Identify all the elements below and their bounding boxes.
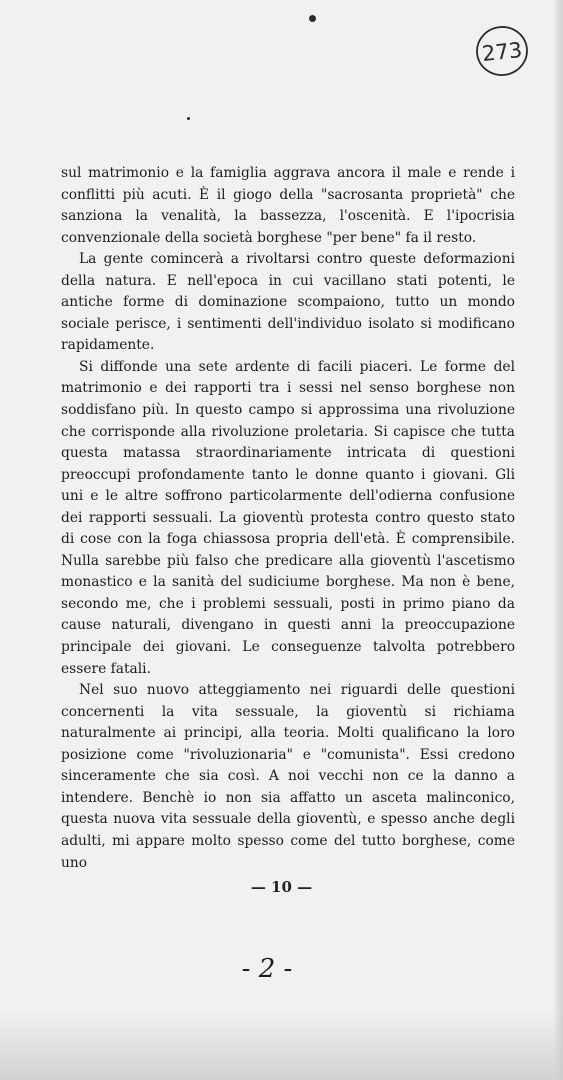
handwritten-number-text: - 2 - <box>241 954 293 984</box>
body-text <box>61 163 515 874</box>
paragraph-3: Si diffonde una sete ardente di facili piaceri. Le forme del matrimonio e dei rapporti tra i sessi nel senso borghese non soddisfano più. In questo campo si approssima una rivoluzione che corrisponde alla rivoluzione proletaria. Si capisce che tutta questa matassa straordinariamente intricata di questioni preoccupi profondamente tanto le donne quanto i giovani. Gli uni e le altre soffrono particolarmente dell'odierna confusione dei rapporti sessuali. La gioventù protesta contro questo stato di cose con la foga chiassosa propria dell'età. È comprensibile. Nulla sarebbe più falso che predicare alla gioventù l'ascetismo monastico e la sanità del sudiciume borghese. Ma non è bene, secondo me, che i problemi sessuali, posti in primo piano da cause naturali, divengano in questi anni la preoccupazione principale dei giovani. Le conseguenze talvolta potrebbero essere fatali. <box>61 358 515 677</box>
paragraph-4: Nel suo nuovo atteggiamento nei riguardi delle questioni concernenti la vita sessuale, la gioventù si richiama naturalmente ai principi, alla teoria. Molti qualificano la loro posizione come "rivoluzionaria" e "comunista". Essi credono sinceramente che sia così. A noi vecchi non ce la danno a intendere. Benchè io non sia affatto un asceta malinconico, questa nuova vita sessuale della gioventù, e spesso anche degli adulti, mi appare molto spesso come del tutto borghese, come uno <box>61 682 515 871</box>
handwritten-page-number <box>232 947 302 987</box>
page-edge-shadow <box>553 0 563 1080</box>
page-bottom-shadow <box>0 1010 563 1080</box>
paragraph-2: La gente comincerà a rivoltarsi contro queste deformazioni della natura. E nell'epoca in cui vacillano stati potenti, le antiche forme di dominazione scompaiono, tutto un mondo sociale perisce, i sentimenti dell'individuo isolato si modificano rapidamente. <box>61 251 515 354</box>
ink-speck <box>309 15 316 22</box>
page-folio: — 10 — <box>250 878 313 896</box>
ink-speck <box>187 117 190 120</box>
archive-number-stamp <box>473 22 531 80</box>
stamp-number: 273 <box>480 37 524 67</box>
paragraph-1: sul matrimonio e la famiglia aggrava ancora il male e rende i conflitti più acuti. È il giogo della "sacrosanta proprietà" che sanziona la venalità, la bassezza, l'oscenità. E l'ipocrisia convenzionale della società borghese "per bene" fa il resto. <box>61 165 515 246</box>
